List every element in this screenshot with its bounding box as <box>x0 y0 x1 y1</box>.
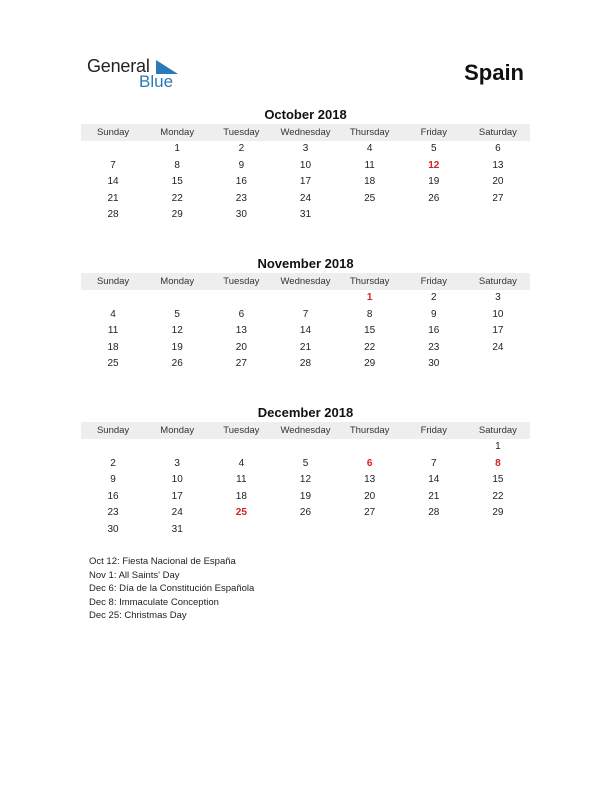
day-cell: 30 <box>428 358 440 370</box>
day-cell: 13 <box>364 474 376 486</box>
weekday-label: Monday <box>160 127 195 138</box>
week-row <box>81 505 530 522</box>
weekday-label: Thursday <box>349 127 390 138</box>
day-cell: 14 <box>107 176 119 188</box>
logo-text-blue: Blue <box>139 72 174 91</box>
day-cell: 4 <box>238 457 245 469</box>
empty-day-cell <box>273 522 337 539</box>
weekday-label: Friday <box>420 127 447 138</box>
day-cell: 8 <box>174 159 180 171</box>
day-cell: 4 <box>366 143 373 154</box>
weekday-label: Friday <box>420 425 447 436</box>
country-title: Spain <box>464 60 524 85</box>
empty-day-cell <box>81 141 145 158</box>
day-cell: 20 <box>235 341 247 353</box>
empty-day-cell <box>145 290 209 307</box>
day-cell: 1 <box>495 441 501 452</box>
day-cell: 21 <box>107 192 119 204</box>
day-cell: 2 <box>430 292 437 303</box>
day-cell: 2 <box>110 457 116 469</box>
empty-day-cell <box>466 207 530 224</box>
day-cell: 10 <box>299 159 312 171</box>
day-cell: 28 <box>299 358 312 370</box>
holiday-note: Dec 6: Día de la Constitución Española <box>89 583 255 595</box>
day-cell: 31 <box>299 209 312 221</box>
day-cell: 7 <box>110 159 116 171</box>
day-cell: 12 <box>171 325 183 337</box>
weekday-label: Saturday <box>478 127 517 138</box>
week-row <box>81 489 530 506</box>
day-cell: 25 <box>364 192 376 204</box>
empty-day-cell <box>466 356 530 373</box>
empty-day-cell <box>81 439 145 456</box>
empty-day-cell <box>338 439 402 456</box>
day-cell: 19 <box>299 490 312 502</box>
day-cell: 23 <box>107 507 119 519</box>
weekday-header-row <box>81 273 530 290</box>
day-cell: 21 <box>428 490 440 502</box>
day-cell: 10 <box>171 474 183 486</box>
day-cell: 4 <box>110 308 116 320</box>
day-cell: 2 <box>238 143 245 154</box>
week-row <box>81 340 530 357</box>
day-cell: 14 <box>428 474 440 486</box>
day-cell: 16 <box>235 176 247 188</box>
day-cell: 26 <box>171 358 183 370</box>
day-cell: 5 <box>302 457 309 469</box>
day-cell: 29 <box>364 358 376 370</box>
day-cell: 14 <box>299 325 312 337</box>
day-cell: 25 <box>235 507 247 519</box>
day-cell: 15 <box>492 474 504 486</box>
week-row <box>81 158 530 175</box>
day-cell: 16 <box>428 325 440 337</box>
holiday-note: Nov 1: All Saints' Day <box>89 569 180 581</box>
weekday-label: Sunday <box>96 127 130 138</box>
weekday-label: Sunday <box>96 276 130 287</box>
empty-day-cell <box>209 522 273 539</box>
day-cell: 27 <box>364 507 376 519</box>
day-cell: 18 <box>235 490 247 502</box>
day-cell: 9 <box>110 474 116 486</box>
weekday-label: Saturday <box>478 425 517 436</box>
day-cell: 5 <box>174 308 180 320</box>
day-cell: 3 <box>302 143 309 154</box>
day-cell: 17 <box>171 490 183 502</box>
weekday-label: Friday <box>420 276 447 287</box>
day-cell: 15 <box>364 325 376 337</box>
day-cell: 16 <box>107 490 119 502</box>
weekday-label: Monday <box>160 425 195 436</box>
day-cell: 17 <box>299 176 312 188</box>
day-cell: 13 <box>235 325 247 337</box>
month-title: November 2018 <box>257 256 354 271</box>
day-cell: 28 <box>428 507 440 519</box>
empty-day-cell <box>466 522 530 539</box>
weekday-label: Wednesday <box>280 127 331 138</box>
week-row <box>81 323 530 340</box>
day-cell: 13 <box>492 159 504 171</box>
week-row <box>81 356 530 373</box>
month-october <box>81 107 530 224</box>
day-cell: 21 <box>299 341 312 353</box>
empty-day-cell <box>273 290 337 307</box>
day-cell: 23 <box>428 341 440 353</box>
weekday-label: Thursday <box>349 276 390 287</box>
week-row <box>81 191 530 208</box>
empty-day-cell <box>338 207 402 224</box>
day-cell: 8 <box>495 457 501 469</box>
month-title: October 2018 <box>264 107 347 122</box>
empty-day-cell <box>81 290 145 307</box>
week-row <box>81 456 530 473</box>
day-cell: 17 <box>492 325 504 337</box>
empty-day-cell <box>209 439 273 456</box>
day-cell: 1 <box>174 143 180 154</box>
day-cell: 18 <box>107 341 119 353</box>
day-cell: 3 <box>174 457 180 469</box>
weekday-label: Tuesday <box>223 127 260 138</box>
day-cell: 11 <box>364 159 375 171</box>
month-november <box>81 256 530 373</box>
week-row <box>81 207 530 224</box>
day-cell: 1 <box>366 292 373 303</box>
week-row <box>81 472 530 489</box>
day-cell: 22 <box>171 192 183 204</box>
day-cell: 12 <box>299 474 312 486</box>
weekday-header-row <box>81 124 530 141</box>
generalblue-logo <box>87 56 187 92</box>
day-cell: 11 <box>236 474 247 486</box>
month-december <box>81 405 530 539</box>
day-cell: 25 <box>107 358 119 370</box>
week-row <box>81 174 530 191</box>
weekday-label: Wednesday <box>280 276 331 287</box>
day-cell: 7 <box>302 308 309 320</box>
day-cell: 27 <box>492 192 504 204</box>
day-cell: 19 <box>428 176 440 188</box>
week-row <box>81 290 530 307</box>
month-title: December 2018 <box>257 405 354 420</box>
day-cell: 10 <box>492 308 504 320</box>
week-row <box>81 522 530 539</box>
day-cell: 30 <box>107 523 119 535</box>
day-cell: 29 <box>171 209 183 221</box>
day-cell: 11 <box>107 325 119 337</box>
weekday-label: Sunday <box>96 425 130 436</box>
holiday-note: Dec 25: Christmas Day <box>89 610 187 622</box>
empty-day-cell <box>209 290 273 307</box>
day-cell: 6 <box>495 143 501 154</box>
weekday-label: Tuesday <box>223 425 260 436</box>
day-cell: 22 <box>364 341 376 353</box>
day-cell: 15 <box>171 176 183 188</box>
empty-day-cell <box>338 522 402 539</box>
empty-day-cell <box>402 439 466 456</box>
day-cell: 26 <box>428 192 440 204</box>
day-cell: 26 <box>299 507 312 519</box>
week-row <box>81 307 530 324</box>
day-cell: 3 <box>495 292 501 303</box>
day-cell: 5 <box>430 143 437 154</box>
empty-day-cell <box>273 439 337 456</box>
day-cell: 7 <box>430 457 437 469</box>
logo-text-general: General <box>87 56 150 76</box>
day-cell: 29 <box>492 507 504 519</box>
day-cell: 27 <box>235 358 247 370</box>
day-cell: 30 <box>235 209 247 221</box>
day-cell: 31 <box>171 523 183 535</box>
weekday-label: Saturday <box>478 276 517 287</box>
day-cell: 19 <box>171 341 183 353</box>
holiday-note: Oct 12: Fiesta Nacional de España <box>89 556 236 567</box>
day-cell: 20 <box>364 490 376 502</box>
weekday-header-row <box>81 422 530 439</box>
empty-day-cell <box>145 439 209 456</box>
weekday-label: Wednesday <box>280 425 331 436</box>
day-cell: 24 <box>492 341 504 353</box>
holiday-list <box>89 555 254 623</box>
day-cell: 24 <box>171 507 183 519</box>
week-row <box>81 141 530 158</box>
weekday-label: Monday <box>160 276 195 287</box>
day-cell: 12 <box>428 159 440 171</box>
weekday-label: Thursday <box>349 425 390 436</box>
day-cell: 28 <box>107 209 119 221</box>
empty-day-cell <box>402 207 466 224</box>
day-cell: 9 <box>238 159 245 171</box>
empty-day-cell <box>402 522 466 539</box>
day-cell: 9 <box>430 308 437 320</box>
day-cell: 23 <box>235 192 247 204</box>
day-cell: 8 <box>366 308 373 320</box>
day-cell: 22 <box>492 490 504 502</box>
day-cell: 18 <box>364 176 376 188</box>
day-cell: 6 <box>366 457 373 469</box>
holiday-note: Dec 8: Immaculate Conception <box>89 596 219 608</box>
weekday-label: Tuesday <box>223 276 260 287</box>
day-cell: 24 <box>299 192 312 204</box>
day-cell: 6 <box>238 308 245 320</box>
day-cell: 20 <box>492 176 504 188</box>
week-row <box>81 439 530 456</box>
